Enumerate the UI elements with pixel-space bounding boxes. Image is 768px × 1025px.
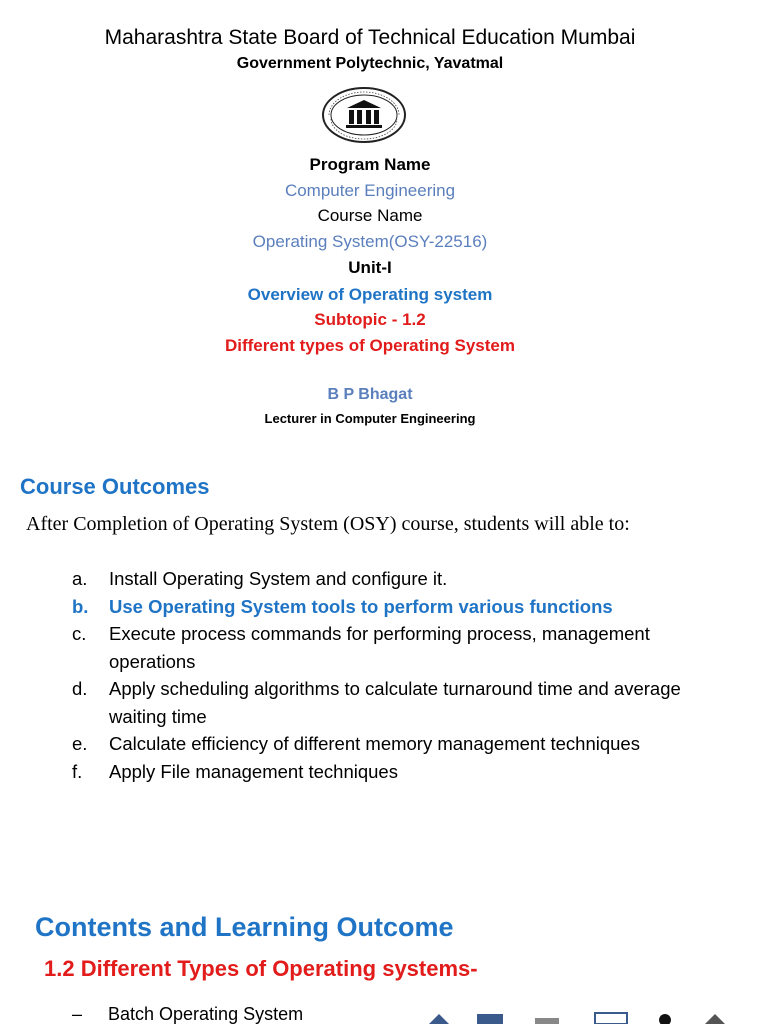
program-label: Program Name — [309, 155, 431, 174]
author-name: B P Bhagat — [327, 386, 413, 403]
outcome-item: d. Apply scheduling algorithms to calculate turnaround time and average waiting time — [72, 678, 681, 727]
subtopic-label: Subtopic - 1.2 — [314, 310, 426, 329]
course-outcomes-intro: After Completion of Operating System (OSY) course, students will able to: — [26, 513, 630, 535]
course-outcomes-list — [72, 565, 722, 785]
college-name: Government Polytechnic, Yavatmal — [236, 55, 504, 72]
course-label: Course Name — [317, 206, 423, 225]
board-title: Maharashtra State Board of Technical Education Mumbai — [104, 26, 636, 49]
contents-title: Contents and Learning Outcome — [35, 912, 454, 942]
outcome-item: a. Install Operating System and configure it. — [72, 568, 448, 589]
msbte-seal-icon — [321, 86, 407, 144]
author-role: Lecturer in Computer Engineering — [264, 411, 476, 426]
course-value: Operating System(OSY-22516) — [252, 232, 488, 251]
course-outcomes-title: Course Outcomes — [20, 474, 210, 499]
contents-subtitle: 1.2 Different Types of Operating systems- — [44, 956, 478, 981]
unit-title: Overview of Operating system — [247, 285, 493, 304]
program-value: Computer Engineering — [284, 181, 456, 200]
subtopic-title: Different types of Operating System — [224, 336, 515, 355]
unit-label: Unit-I — [348, 258, 392, 277]
outcome-item-highlighted: b. Use Operating System tools to perform various functions — [72, 595, 613, 617]
contents-bullet: – Batch Operating System — [72, 1004, 304, 1024]
outcome-item: f. Apply File management techniques — [72, 760, 398, 782]
outcome-item: e. Calculate efficiency of different memory management techniques — [72, 733, 640, 754]
outcome-item: c. Execute process commands for performing process, management operations — [72, 623, 650, 672]
os-logos-strip-icon — [425, 1010, 765, 1024]
